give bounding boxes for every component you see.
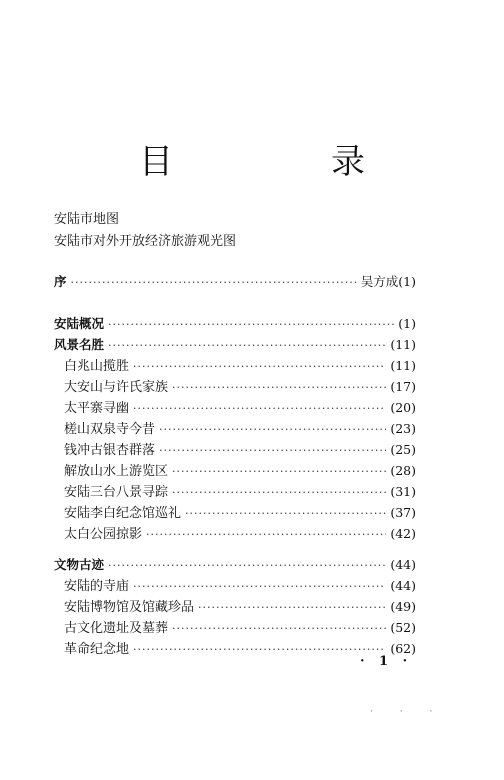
toc-page: (17) (390, 379, 416, 394)
toc-page: (25) (390, 442, 416, 457)
toc-label: 安陆的寺庙 (64, 579, 130, 594)
dot-leader (108, 314, 394, 335)
map-list (54, 209, 236, 253)
toc-page: (1) (398, 316, 416, 331)
toc-page: (28) (390, 463, 416, 478)
toc-page: 吴方成(1) (360, 274, 416, 289)
toc-label: 安陆李白纪念馆巡礼 (64, 506, 182, 521)
toc-entry[interactable] (54, 376, 416, 397)
toc-section-relics (54, 554, 416, 659)
page-title: 目 录 (139, 142, 427, 182)
toc-entry[interactable] (54, 439, 416, 460)
toc-label: 安陆三台八景寻踪 (64, 485, 169, 500)
toc-label: 槎山双泉寺今昔 (64, 422, 156, 437)
map-item: 安陆市地图 (54, 212, 120, 227)
dot-leader (159, 419, 386, 440)
dot-leader (159, 440, 386, 461)
dot-leader (172, 482, 386, 503)
toc-page: (44) (390, 557, 416, 572)
toc-page: (11) (390, 358, 416, 373)
dot-leader (172, 377, 386, 398)
toc-page: (11) (390, 337, 416, 352)
toc-entry[interactable] (54, 481, 416, 502)
toc-entry[interactable] (54, 418, 416, 439)
toc-entry[interactable] (54, 596, 416, 617)
toc-entry-preface[interactable] (54, 271, 416, 292)
dot-leader (133, 639, 386, 660)
toc-label: 太白公园掠影 (64, 527, 143, 542)
dot-leader (133, 398, 386, 419)
dot-leader (108, 335, 386, 356)
toc-entry[interactable] (54, 502, 416, 523)
dot-leader (108, 555, 386, 576)
toc-label: 文物古迹 (54, 557, 105, 572)
toc-entry-relics[interactable] (54, 554, 416, 575)
toc-entry[interactable] (54, 355, 416, 376)
toc-page: (44) (390, 578, 416, 593)
toc-label: 革命纪念地 (64, 642, 130, 657)
dot-leader (172, 461, 386, 482)
toc-label: 解放山水上游览区 (64, 464, 169, 479)
toc-page: (52) (390, 620, 416, 635)
toc-label: 古文化遗址及墓葬 (64, 621, 169, 636)
toc-label: 序 (54, 274, 67, 289)
dot-leader (133, 356, 386, 377)
toc-entry[interactable] (54, 523, 416, 544)
toc-preface (54, 271, 416, 292)
toc-entry[interactable] (54, 460, 416, 481)
toc-entry[interactable] (54, 617, 416, 638)
toc-page: (37) (390, 505, 416, 520)
toc-label: 安陆概况 (54, 316, 105, 331)
toc-entry[interactable] (54, 575, 416, 596)
toc-label: 钱冲古银杏群落 (64, 443, 156, 458)
toc-label: 大安山与许氏家族 (64, 380, 169, 395)
toc-page: (62) (390, 641, 416, 656)
toc-page: (49) (390, 599, 416, 614)
toc-section-overview (54, 313, 416, 544)
toc-page: (31) (390, 484, 416, 499)
toc-label: 安陆博物馆及馆藏珍品 (64, 600, 195, 615)
dot-leader (71, 272, 357, 293)
toc-label: 风景名胜 (54, 337, 105, 352)
toc-page: (20) (390, 400, 416, 415)
toc-page: (42) (390, 526, 416, 541)
dot-leader (172, 618, 386, 639)
toc-label: 太平寨寻幽 (64, 401, 130, 416)
toc-entry[interactable] (54, 397, 416, 418)
toc-entry-scenic[interactable] (54, 334, 416, 355)
dot-leader (133, 576, 386, 597)
dot-leader (198, 597, 386, 618)
print-specks: · · · (370, 707, 445, 717)
page-number: · 1 · (360, 654, 413, 669)
toc-label: 白兆山揽胜 (64, 359, 130, 374)
toc-page: (23) (390, 421, 416, 436)
dot-leader (146, 524, 386, 545)
toc-entry-overview[interactable] (54, 313, 416, 334)
dot-leader (185, 503, 386, 524)
map-item: 安陆市对外开放经济旅游观光图 (54, 234, 237, 249)
